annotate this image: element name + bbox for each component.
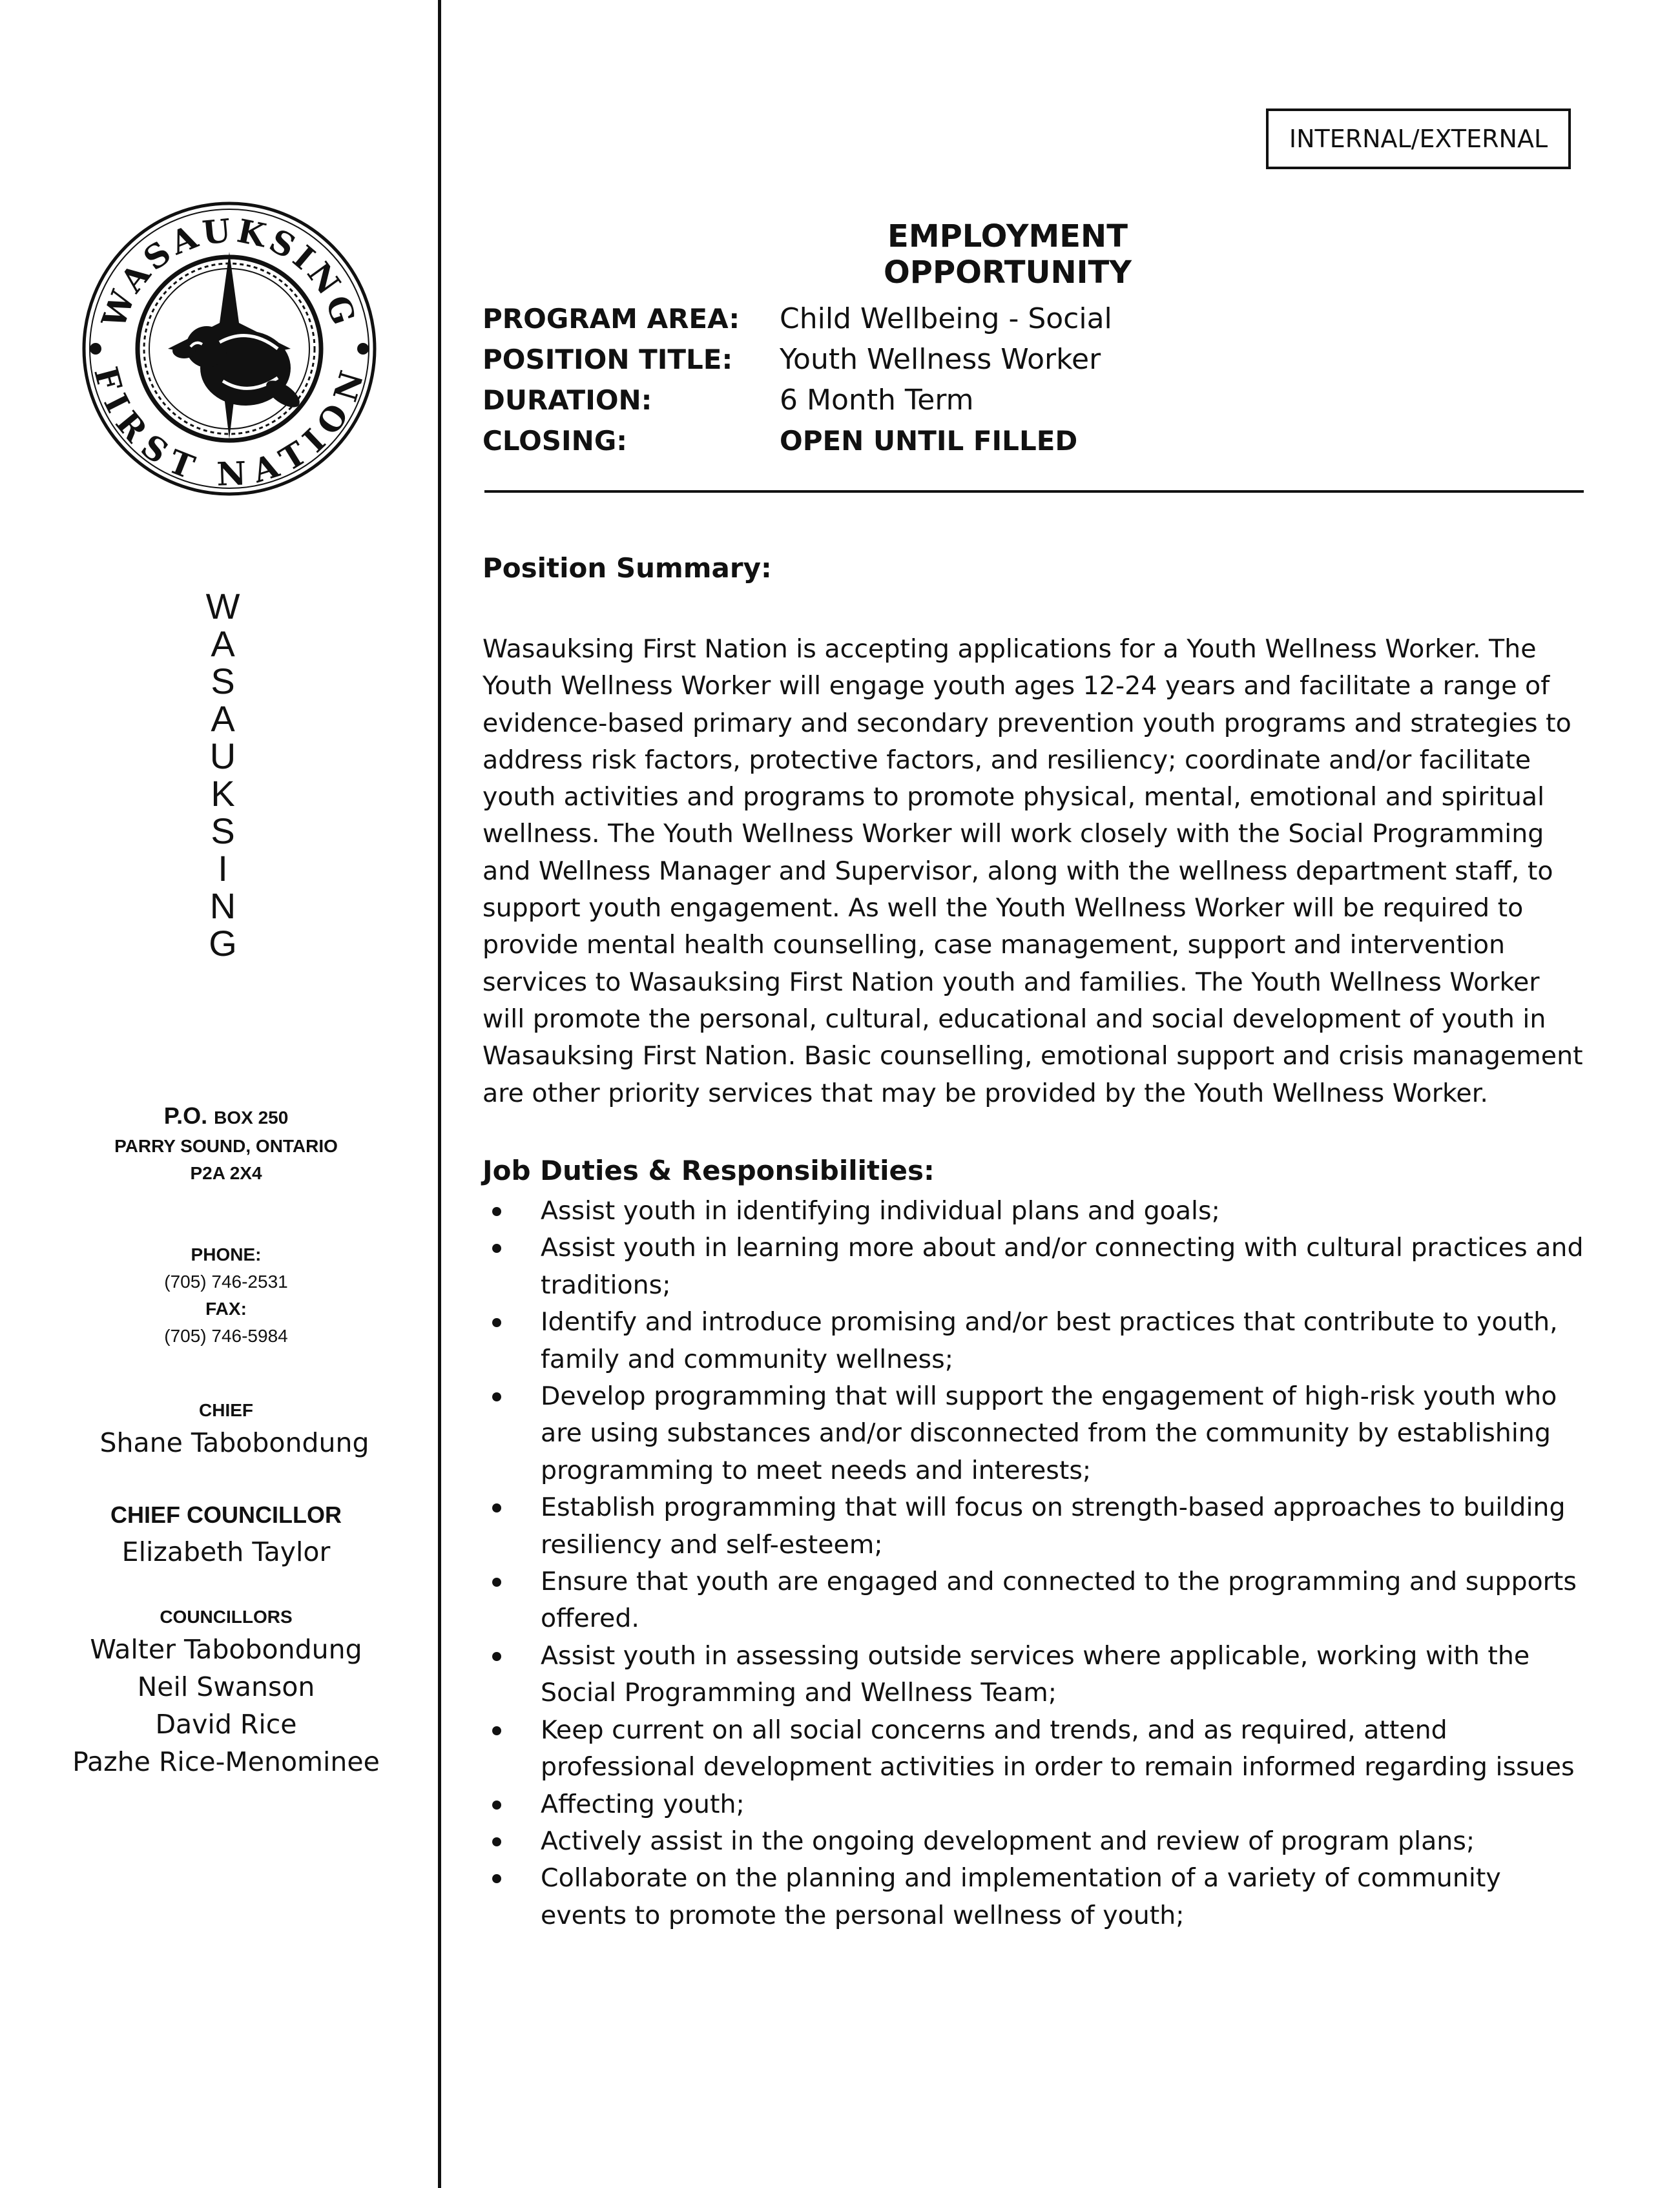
vertical-divider [438, 0, 441, 2188]
fax-number: (705) 746-5984 [164, 1326, 288, 1346]
info-value: OPEN UNTIL FILLED [780, 425, 1078, 457]
duty-item: Establish programming that will focus on strength-based approaches to building resiliency and self-esteem; [482, 1489, 1587, 1564]
duty-item: Keep current on all social concerns and trends, and as required, attend professional development activities in order to remain informed regarding issues [482, 1712, 1587, 1786]
info-label: PROGRAM AREA: [482, 303, 740, 335]
duty-item: Actively assist in the ongoing development and review of program plans; [482, 1823, 1587, 1860]
letter: I [218, 848, 228, 889]
duty-item: Affecting youth; [482, 1786, 1587, 1823]
chief-label: CHIEF [199, 1400, 253, 1420]
phone-label: PHONE: [191, 1244, 262, 1264]
letter: S [211, 661, 235, 701]
chief-councillor-label: CHIEF COUNCILLOR [110, 1502, 342, 1528]
posting-type-tag: INTERNAL/EXTERNAL [1266, 108, 1571, 169]
job-duties-list [482, 1193, 1587, 1934]
letter: A [211, 623, 235, 664]
duty-item: Identify and introduce promising and/or best practices that contribute to youth, family and community wellness; [482, 1304, 1587, 1378]
duty-item: Assist youth in identifying individual plans and goals; [482, 1193, 1587, 1230]
wasauksing-seal-logo [78, 197, 381, 501]
letter: N [209, 885, 236, 926]
info-label: POSITION TITLE: [482, 344, 733, 375]
contact-numbers [52, 1241, 400, 1350]
duty-item: Develop programming that will support the engagement of high-risk youth who are using substances and/or disconnected from the community by establishing programming to meet needs and interests; [482, 1378, 1587, 1489]
phone-number: (705) 746-2531 [164, 1272, 288, 1292]
po-prefix: P.O. [163, 1102, 208, 1129]
info-value: Youth Wellness Worker [780, 343, 1101, 376]
position-summary-text: Wasauksing First Nation is accepting applications for a Youth Wellness Worker. The Youth Wellness Worker will engage youth ages 12-24 years and facilitate a range of evidence-based primary and secondary prevention youth programs and strategies to address risk factors, protective factors, and resiliency; coordinate and/or facilitate youth activities and programs to promote physical, mental, emotional and spiritual wellness. The Youth Wellness Worker will work closely with the Social Programming and Wellness Manager and Supervisor, along with the wellness department staff, to support youth engagement. As well the Youth Wellness Worker will be required to provide mental health counselling, case management, support and intervention services to Wasauksing First Nation youth and families. The Youth Wellness Worker will promote the personal, cultural, educational and social development of youth in Wasauksing First Nation. Basic counselling, emotional support and crisis management are other priority services that may be provided by the Youth Wellness Worker. [482, 634, 1583, 1108]
position-info [482, 298, 1112, 461]
position-summary-heading: Position Summary: [482, 552, 772, 584]
info-row-program-area [482, 298, 1112, 339]
job-duties-heading: Job Duties & Responsibilities: [482, 1155, 935, 1186]
duty-item: Assist youth in assessing outside services where applicable, working with the Social Programming and Wellness Team; [482, 1638, 1587, 1712]
address-city: PARRY SOUND, ONTARIO [114, 1136, 338, 1156]
letter: S [211, 810, 235, 851]
letter: G [209, 923, 237, 964]
address-postal: P2A 2X4 [190, 1163, 262, 1183]
councillors-block [52, 1604, 400, 1780]
councillor-name: Walter Tabobondung [90, 1634, 362, 1665]
duty-item: Ensure that youth are engaged and connected to the programming and supports offered. [482, 1564, 1587, 1638]
info-value: 6 Month Term [780, 384, 974, 417]
councillor-name: Neil Swanson [137, 1671, 315, 1702]
letter: U [209, 736, 236, 776]
duty-item: Assist youth in learning more about and/or connecting with cultural practices and traditions; [482, 1230, 1587, 1304]
page-title: EMPLOYMENT OPPORTUNITY [883, 218, 1132, 291]
seal-bottom-text: FIRST NATION [87, 362, 372, 493]
chief-name: Shane Tabobondung [99, 1427, 369, 1458]
po-box: BOX 250 [214, 1108, 289, 1128]
councillor-name: Pazhe Rice-Menominee [72, 1746, 380, 1777]
info-row-position-title [482, 339, 1112, 380]
info-label: CLOSING: [482, 425, 628, 457]
councillors-label: COUNCILLORS [160, 1607, 293, 1627]
sidebar [0, 0, 439, 2188]
info-row-closing [482, 420, 1112, 461]
councillor-name: David Rice [155, 1709, 297, 1740]
info-value: Child Wellbeing - Social [780, 302, 1112, 335]
vertical-nation-name [194, 588, 252, 962]
fax-label: FAX: [205, 1299, 247, 1319]
chief-councillor-block [52, 1497, 400, 1571]
info-row-duration [482, 380, 1112, 420]
letter: A [211, 698, 235, 739]
chief-councillor-name: Elizabeth Taylor [121, 1536, 331, 1567]
info-label: DURATION: [482, 384, 652, 416]
seal-top-text: WASAUKSING [94, 211, 364, 333]
chief-block [52, 1397, 400, 1461]
horizontal-rule [484, 490, 1584, 493]
letter: W [205, 586, 240, 626]
duty-item: Collaborate on the planning and implementation of a variety of community events to promote the personal wellness of youth; [482, 1860, 1587, 1934]
mailing-address [52, 1101, 400, 1187]
letter: K [211, 773, 235, 814]
